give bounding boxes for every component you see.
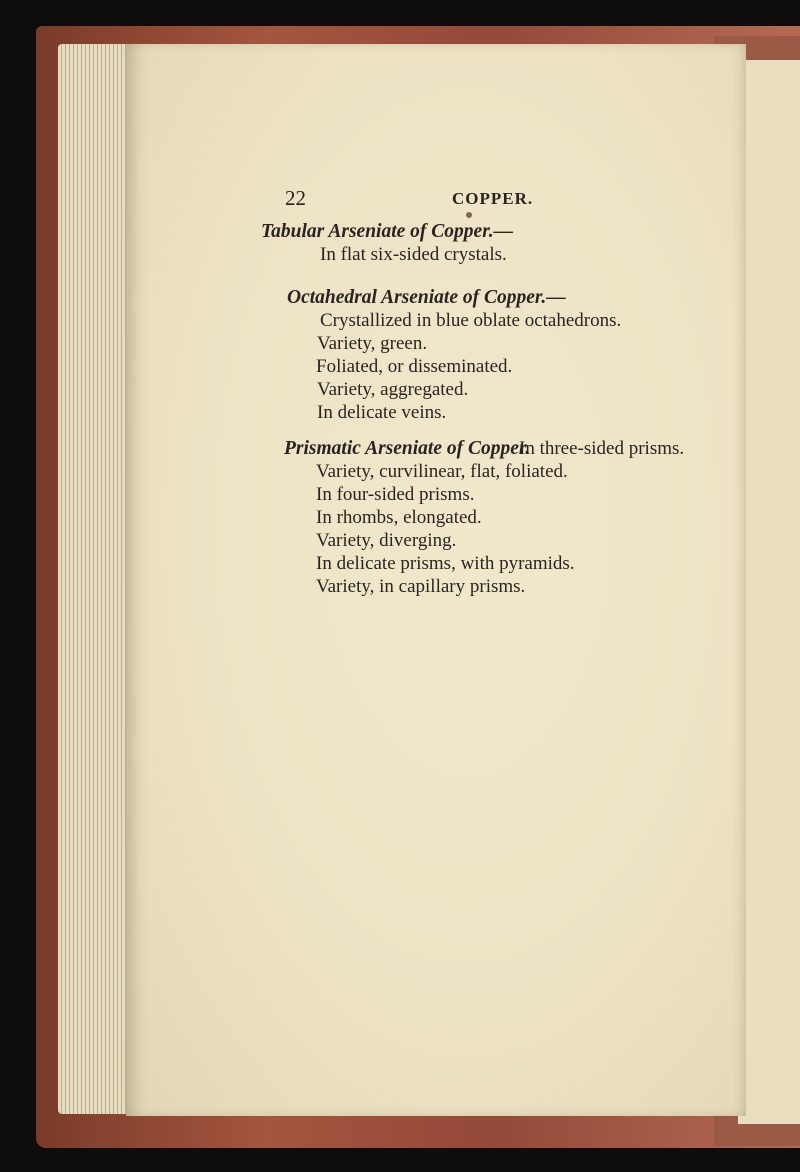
entry-line: Foliated, or disseminated. <box>316 356 513 377</box>
entry-heading-octahedral: Octahedral Arseniate of Copper.— <box>287 287 566 308</box>
entry-line: Crystallized in blue oblate octahedrons. <box>320 310 622 331</box>
running-head: COPPER. <box>452 189 534 208</box>
entry-line: Variety, aggregated. <box>317 379 469 400</box>
entry-heading-prismatic: Prismatic Arseniate of Copper. <box>284 438 531 459</box>
entry-line: In four-sided prisms. <box>316 484 475 505</box>
entry-heading-tabular: Tabular Arseniate of Copper.— <box>261 221 514 242</box>
entry-line: In flat six-sided crystals. <box>320 244 507 265</box>
page-number: 22 <box>285 186 306 210</box>
entry-heading-tail: In three-sided prisms. <box>519 438 685 459</box>
entry-line: In delicate prisms, with pyramids. <box>316 553 575 574</box>
facing-page-edge <box>738 60 800 1124</box>
ink-blot <box>466 212 472 218</box>
entry-line: Variety, diverging. <box>316 530 457 551</box>
entry-line: In delicate veins. <box>317 402 447 423</box>
entry-line: Variety, green. <box>317 333 428 354</box>
entry-line: Variety, curvilinear, flat, foliated. <box>316 461 568 482</box>
entry-line: Variety, in capillary prisms. <box>316 576 526 597</box>
entry-line: In rhombs, elongated. <box>316 507 482 528</box>
